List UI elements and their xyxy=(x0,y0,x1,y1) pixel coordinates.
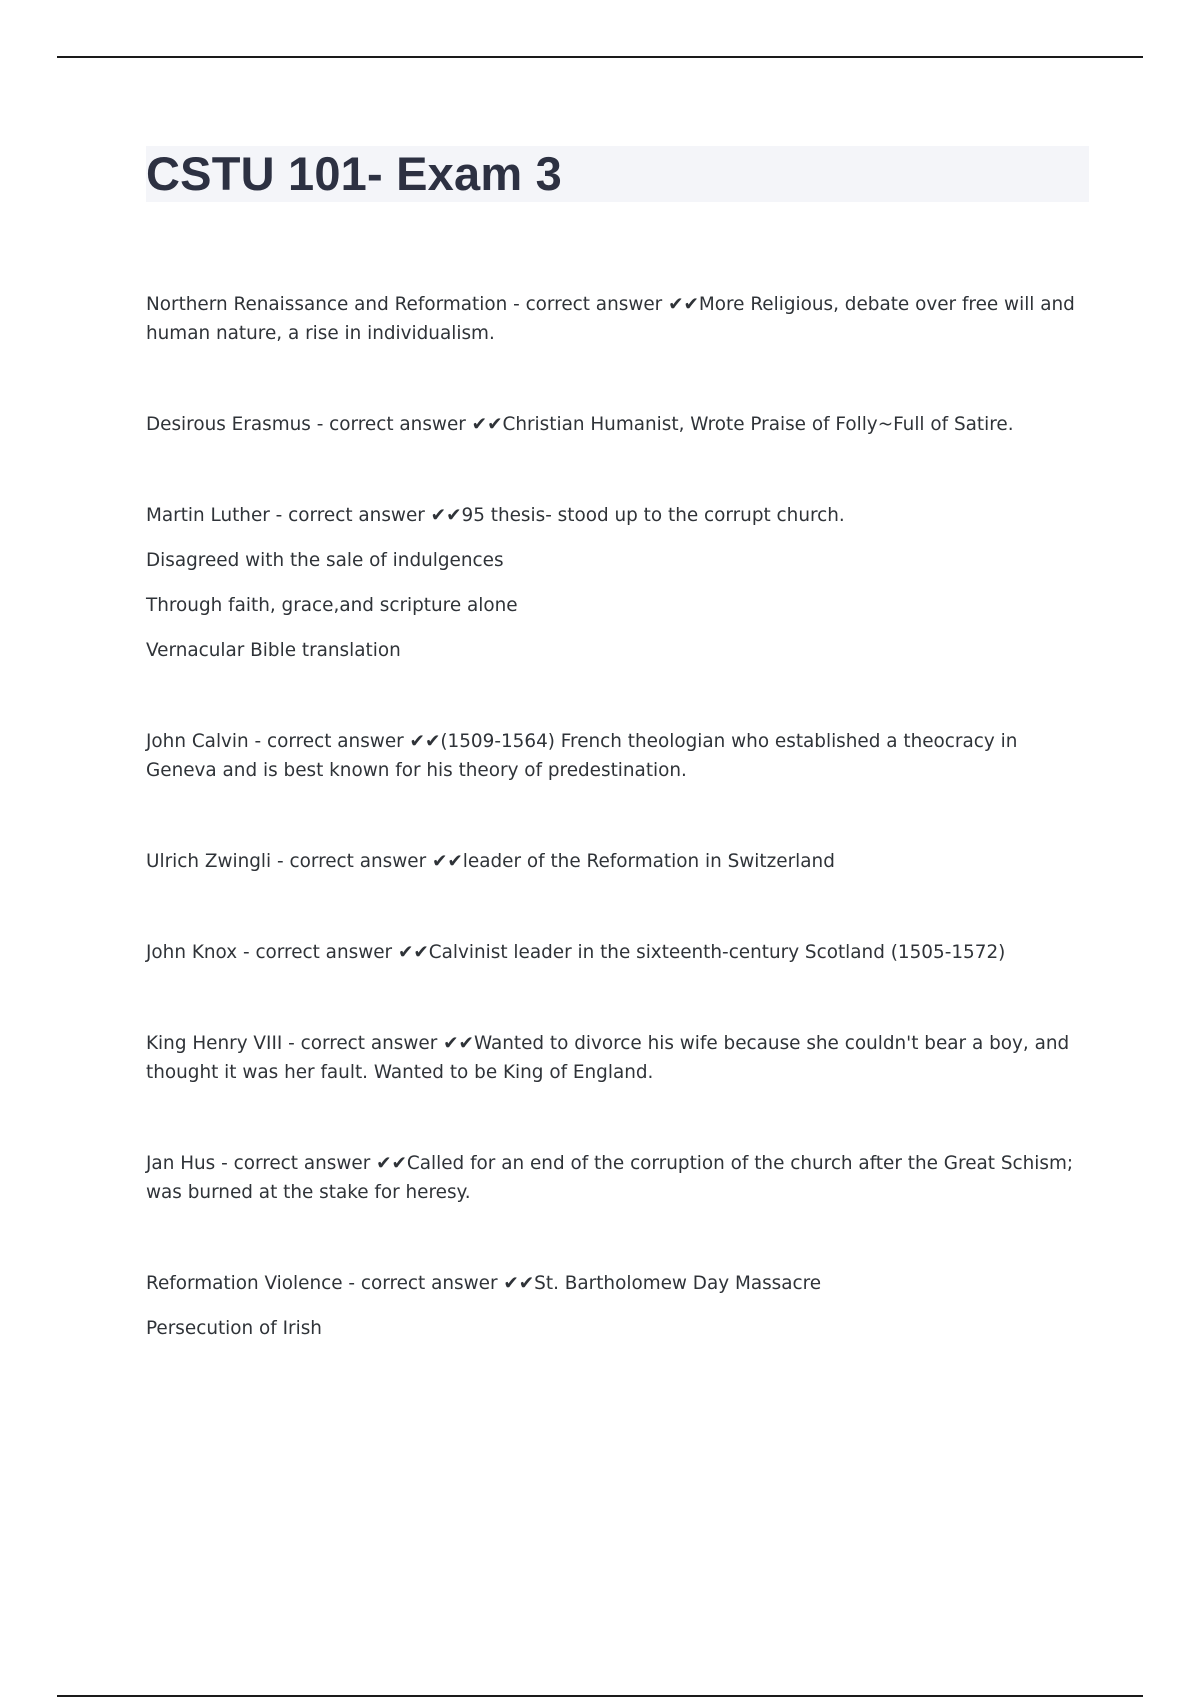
entry-ulrich-zwingli xyxy=(146,847,1086,876)
entry-text: Desirous Erasmus - correct answer ✔✔Christian Humanist, Wrote Praise of Folly~Full of Satire. xyxy=(146,414,1014,435)
entry-henry-viii xyxy=(146,1029,1086,1087)
entry-text: John Calvin - correct answer ✔✔(1509-1564) French theologian who established a theocracy in Geneva and is best known for his theory of predestination. xyxy=(146,731,1018,781)
bottom-divider xyxy=(57,1695,1143,1697)
entry-text: King Henry VIII - correct answer ✔✔Wanted to divorce his wife because she couldn't bear a boy, and thought it was her fault. Wanted to be King of England. xyxy=(146,1033,1070,1083)
page-title: CSTU 101- Exam 3 xyxy=(146,147,562,200)
entry-text: Martin Luther - correct answer ✔✔95 thesis- stood up to the corrupt church. xyxy=(146,505,845,526)
entry-northern-renaissance xyxy=(146,290,1086,348)
entry-text: Ulrich Zwingli - correct answer ✔✔leader of the Reformation in Switzerland xyxy=(146,851,835,872)
entry-jan-hus xyxy=(146,1149,1086,1207)
entry-text: Jan Hus - correct answer ✔✔Called for an end of the corruption of the church after the Great Schism; was burned at the stake for heresy. xyxy=(146,1153,1074,1203)
entry-text: Vernacular Bible translation xyxy=(146,640,401,661)
entry-text: Reformation Violence - correct answer ✔✔St. Bartholomew Day Massacre xyxy=(146,1273,822,1294)
entry-john-calvin xyxy=(146,727,1086,785)
entry-text: Northern Renaissance and Reformation - correct answer ✔✔More Religious, debate over free will and human nature, a rise in individualism. xyxy=(146,294,1075,344)
entry-john-knox xyxy=(146,938,1086,967)
document-body xyxy=(146,290,1086,1343)
entry-text: John Knox - correct answer ✔✔Calvinist leader in the sixteenth-century Scotland (1505-1572) xyxy=(146,942,1006,963)
entry-text: Through faith, grace,and scripture alone xyxy=(146,595,518,616)
top-divider xyxy=(57,56,1143,58)
entry-text: Disagreed with the sale of indulgences xyxy=(146,550,504,571)
entry-martin-luther xyxy=(146,501,1086,665)
entry-erasmus xyxy=(146,410,1086,439)
entry-text: Persecution of Irish xyxy=(146,1318,322,1339)
entry-reformation-violence xyxy=(146,1269,1086,1343)
